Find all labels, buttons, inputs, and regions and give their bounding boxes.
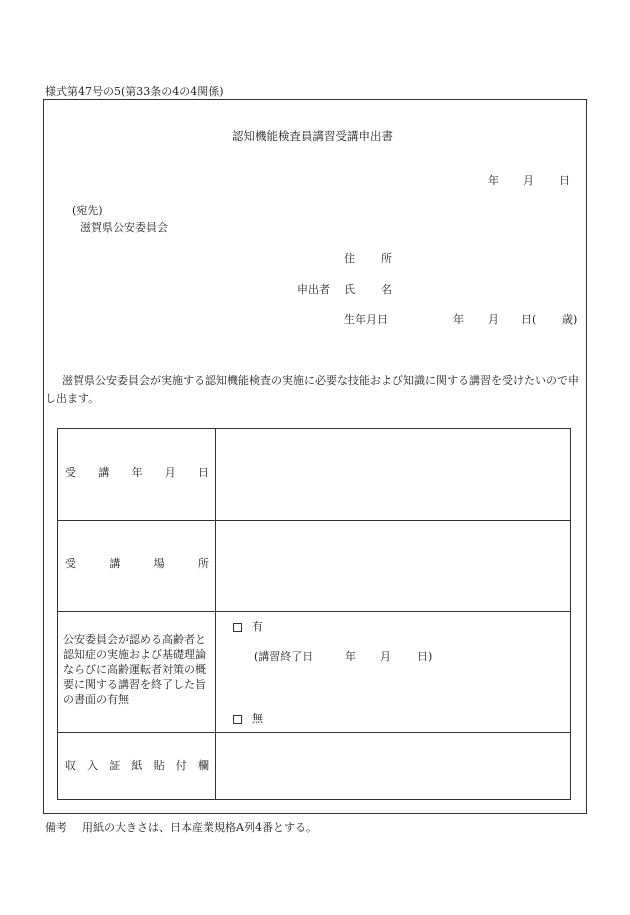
form-number: 様式第47号の5(第33条の4の4関係) bbox=[45, 85, 224, 98]
course-location-label: 受 講 場 所 bbox=[65, 557, 209, 570]
course-date-label: 受 講 年 月 日 bbox=[65, 466, 209, 479]
checkbox-no[interactable] bbox=[233, 715, 242, 724]
completion-date-open: (講習終了日 bbox=[254, 650, 314, 663]
birth-month-label: 月 bbox=[488, 313, 499, 326]
table-row-divider bbox=[58, 732, 570, 733]
date-month-label: 月 bbox=[523, 174, 534, 187]
checkbox-yes[interactable] bbox=[233, 623, 242, 632]
revenue-stamp-area[interactable] bbox=[216, 734, 568, 798]
birthdate-label: 生年月日 bbox=[344, 313, 388, 326]
form-title: 認知機能検査員講習受講申出書 bbox=[232, 129, 393, 143]
statement-text: 滋賀県公安委員会が実施する認知機能検査の実施に必要な技能および知識に関する講習を受けたいので申し出ます。 bbox=[45, 374, 579, 405]
birth-day-label: 日( bbox=[521, 313, 537, 326]
course-date-field[interactable] bbox=[216, 430, 568, 518]
age-label: 歳) bbox=[562, 313, 578, 326]
name-label: 氏 名 bbox=[344, 283, 392, 296]
prior-course-document-label: 公安委員会が認める高齢者と認知症の実施および基礎理論ならびに高齢運転者対策の概要に関する講習を終了した旨の書面の有無 bbox=[63, 633, 206, 706]
table-row-divider bbox=[58, 611, 570, 612]
option-no-label: 無 bbox=[252, 712, 263, 725]
addressee-label: (宛先) bbox=[72, 204, 103, 217]
course-location-field[interactable] bbox=[216, 521, 568, 609]
option-no[interactable] bbox=[233, 713, 263, 724]
address-label: 住 所 bbox=[344, 252, 392, 265]
option-yes-label: 有 bbox=[252, 620, 263, 633]
completion-day-label: 日) bbox=[417, 650, 433, 663]
applicant-role-label: 申出者 bbox=[297, 283, 330, 296]
date-year-label: 年 bbox=[488, 174, 499, 187]
completion-month-label: 月 bbox=[380, 650, 391, 663]
revenue-stamp-label: 収 入 証 紙 貼 付 欄 bbox=[65, 759, 209, 772]
completion-year-label: 年 bbox=[345, 650, 356, 663]
note-label: 備考 bbox=[45, 821, 67, 834]
date-day-label: 日 bbox=[559, 174, 570, 187]
birth-year-label: 年 bbox=[453, 313, 464, 326]
addressee-name: 滋賀県公安委員会 bbox=[80, 221, 168, 234]
note-text: 用紙の大きさは、日本産業規格A列4番とする。 bbox=[82, 821, 317, 834]
option-yes[interactable] bbox=[233, 621, 263, 632]
